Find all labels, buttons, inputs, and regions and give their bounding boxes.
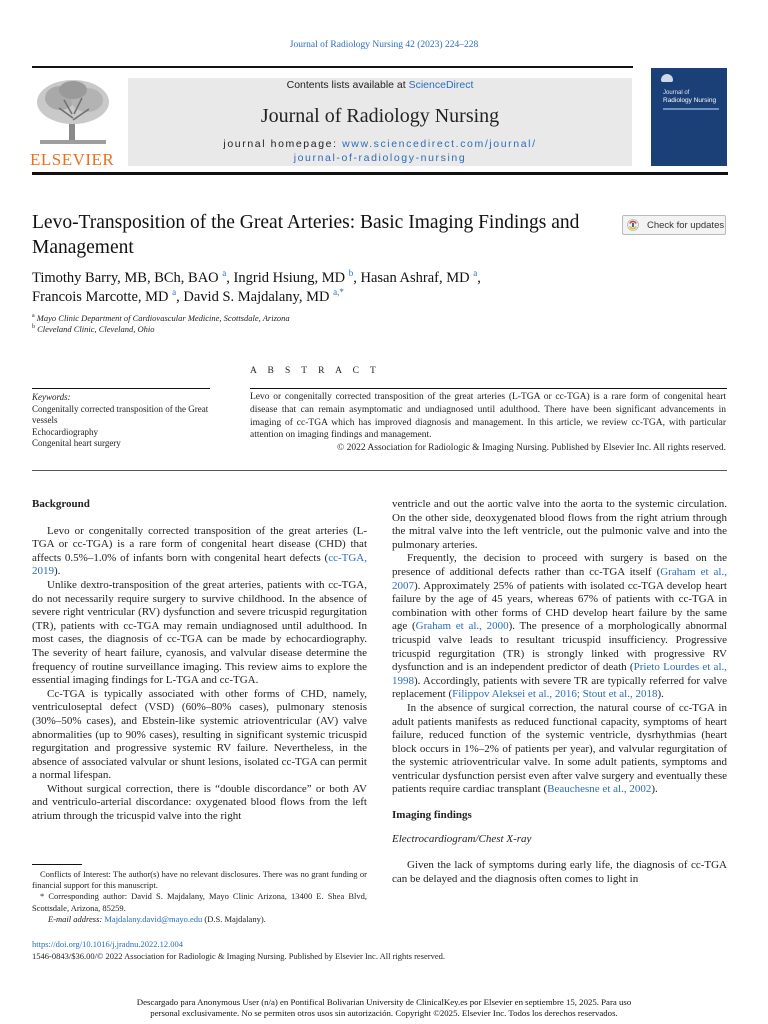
abstract-body [250, 391, 726, 455]
section-heading-imaging: Imaging findings [392, 809, 472, 822]
paragraph-text: In the absence of surgical correction, the natural course of cc-TGA in adult patients manifests as reduced functional capacity, symptoms of heart failure, reduced function of the systemic ventricle, dysrhythmias (heart block occurs in 1%–2% of patients per year), and valvular regurgitation of the systemic atrioventricular valve. In some adult patients, symptoms and ventricular dysfunction persist even after valve surgery and eventually these patients require cardiac transplant ( [392, 701, 727, 796]
reference-link[interactable]: Beauchesne et al., 2002 [547, 783, 652, 796]
affiliation-b-marker: b [32, 324, 35, 331]
paragraph-text: ). [651, 783, 658, 796]
footnote-email [32, 914, 367, 925]
download-notice-line2: personal exclusivamente. No se permiten otros usos sin autorización. Copyright ©2025. Elsevier Inc. Todos los derechos reservados. [150, 1008, 618, 1018]
paragraph: Without surgical correction, there is “double discordance” or both AV and ventriculo-arterial discordance: oxygenated blood flows from the left atrium through the tricuspid valve into the right [32, 782, 367, 823]
authors-line-1 [32, 269, 632, 288]
authors-line-2 [32, 288, 632, 307]
cover-title-line1: Journal of [663, 90, 690, 96]
paragraph: Cc-TGA is typically associated with other forms of CHD, namely, ventriculoseptal defect (VSD) (60%–80% cases), pulmonary stenosis (30%–50% cases), and Ebstein-like systemic atrioventricular (AV) valve abnormalities (up to 90% cases), resulting in significant systemic tricuspid regurgitation and progressive systemic RV failure. Nevertheless, in the absence of associated valvular or shunt lesions, isolated cc-TGA can permit a normal lifespan. [32, 687, 367, 782]
reference-link[interactable]: Graham et al., 2000 [415, 620, 509, 633]
paragraph: Given the lack of symptoms during early life, the diagnosis of cc-TGA can be delayed and the diagnosis often comes to light in [392, 859, 727, 885]
reference-link[interactable]: cc-TGA, 2019 [32, 551, 367, 578]
paragraph-text: ). The presence of a morphologically abnormal tricuspid valve leads to resultant tricuspid insufficiency. Progressive tricuspid regurgitation (TR) is strongly linked with progressive RV dysfunction and is an independent predictor of death ( [392, 620, 727, 674]
author-separator: , [353, 270, 361, 286]
download-notice [0, 997, 768, 1019]
affiliation-a-text: Mayo Clinic Department of Cardiovascular Medicine, Scottsdale, Arizona [34, 313, 290, 323]
abstract-rule [250, 388, 727, 389]
author-name: Timothy Barry, MB, BCh, BAO [32, 270, 223, 286]
keyword-item: Echocardiography [32, 426, 98, 437]
cover-title-line2: Radiology Nursing [663, 97, 717, 104]
keywords-block [32, 392, 217, 450]
check-updates-label: Check for updates [647, 220, 725, 231]
paragraph: Unlike dextro-transposition of the great arteries, patients with cc-TGA, do not necessarily require surgery to survive childhood. In the absence of severe right ventricular (RV) dysfunction and severe tricuspid regurgitation (TR), patients with cc-TGA may remain undiagnosed until adulthood. In most cases, the diagnosis of cc-TGA can be made by echocardiography. The severity of heart failure, cyanosis, and valvular disease determine the frequency of routine surveillance imaging. This review aims to explore the essential imaging findings for L-TGA and cc-TGA. [32, 578, 367, 687]
keyword-item: Congenitally corrected transposition of the Great vessels [32, 403, 209, 425]
abstract-bottom-rule [32, 470, 727, 471]
article-title: Levo-Transposition of the Great Arteries: Basic Imaging Findings and Management [32, 212, 580, 258]
journal-citation[interactable]: Journal of Radiology Nursing 42 (2023) 224–228 [289, 40, 479, 50]
keywords-rule [32, 388, 210, 389]
email-label: E-mail address: [48, 913, 105, 924]
reference-link[interactable]: Filippov Aleksei et al., 2016; Stout et al., 2018 [452, 688, 658, 701]
paragraph-text: ). [657, 688, 664, 701]
paragraph [392, 552, 727, 702]
affiliation-b-text: Cleveland Clinic, Cleveland, Ohio [35, 324, 155, 334]
abstract-copyright: © 2022 Association for Radiologic & Imaging Nursing. Published by Elsevier Inc. All rights reserved. [336, 443, 726, 454]
journal-homepage [128, 137, 632, 165]
author-list [32, 269, 632, 307]
paragraph-text: ). [54, 565, 61, 578]
author-name: Hasan Ashraf, MD [360, 270, 474, 286]
author-name: David S. Majdalany, MD [183, 289, 334, 305]
affiliation-a-marker: a [32, 313, 35, 320]
cover-emblem-icon [661, 74, 673, 82]
journal-cover-thumbnail[interactable] [651, 68, 727, 166]
author-affiliation-marker[interactable]: a [473, 268, 478, 279]
author-affiliation-marker[interactable]: b [348, 268, 354, 279]
header-top-rule [32, 66, 633, 68]
footnote-conflicts: Conflicts of Interest: The author(s) have no relevant disclosures. There was no grant funding or financial support for this manuscript. [32, 869, 367, 891]
doi-link[interactable]: https://doi.org/10.1016/j.jradnu.2022.12.004 [32, 939, 183, 949]
subsection-heading-ecg: Electrocardiogram/Chest X-ray [392, 832, 532, 845]
reference-link[interactable]: Prieto Lourdes et al., 1998 [392, 661, 727, 687]
cover-divider [663, 108, 719, 110]
contents-line [128, 79, 632, 91]
affiliation-b [32, 324, 154, 334]
paragraph-text: Frequently, the decision to proceed with surgery is based on the presence of additional defects rather than cc-TGA itself ( [392, 552, 727, 578]
author-affiliation-marker[interactable]: a [222, 268, 227, 279]
author-affiliation-marker[interactable]: a,* [333, 287, 344, 298]
elsevier-tree-icon [34, 78, 112, 148]
download-notice-line1: Descargado para Anonymous User (n/a) en Pontifical Bolivarian University de ClinicalKey.es por Elsevier en septiembre 15, 2025. Para uso [136, 997, 632, 1007]
author-separator: , [226, 270, 234, 286]
email-suffix: (D.S. Majdalany). [202, 913, 266, 924]
elsevier-wordmark: ELSEVIER [30, 150, 115, 169]
homepage-prefix: journal homepage: [223, 138, 343, 150]
paragraph [392, 702, 727, 797]
journal-name: Journal of Radiology Nursing [260, 105, 500, 127]
abstract-heading: A B S T R A C T [250, 366, 381, 376]
homepage-link-line1[interactable]: www.sciencedirect.com/journal/ [342, 138, 537, 150]
check-updates-icon [627, 219, 639, 231]
check-for-updates-button[interactable] [622, 215, 726, 235]
paragraph-text: Levo or congenitally corrected transposition of the great arteries (L-TGA or cc-TGA) is a rare form of congenital heart disease (CHD) that affects 0.5%–1.0% of infants born with congenital heart defects ( [32, 524, 367, 564]
issn-line: 1546-0843/$36.00/© 2022 Association for Radiologic & Imaging Nursing. Published by Elsevier Inc. All rights reserved. [32, 951, 445, 961]
elsevier-logo [30, 78, 114, 168]
body-column-left [32, 498, 367, 824]
author-separator: , [176, 289, 184, 305]
body-column-right [392, 498, 727, 886]
header-bottom-rule [32, 172, 728, 175]
footnote-corresponding: * Corresponding author: David S. Majdalany, Mayo Clinic Arizona, 13400 E. Shea Blvd, Scottsdale, Arizona, 85259. [32, 891, 367, 913]
section-heading-background: Background [32, 498, 90, 510]
paragraph-text: ). Accordingly, patients with severe TR are typically referred for valve replacement ( [392, 674, 727, 701]
paragraph: ventricle and out the aortic valve into the aorta to the systemic circulation. On the other side, deoxygenated blood flows from the right atrium through the mitral valve into the left ventricle, out the pulmonic valve and into the pulmonary arteries. [392, 498, 727, 551]
email-link[interactable]: Majdalany.david@mayo.edu [104, 913, 203, 924]
keywords-heading: Keywords: [32, 392, 71, 402]
author-name: Francois Marcotte, MD [32, 289, 173, 305]
footnote-rule [32, 864, 82, 865]
reference-link[interactable]: Graham et al., 2007 [392, 565, 727, 592]
keyword-item: Congenital heart surgery [32, 438, 121, 448]
homepage-link-line2[interactable]: journal-of-radiology-nursing [293, 152, 467, 164]
footnotes [32, 869, 367, 925]
contents-prefix: Contents lists available at [286, 79, 409, 91]
affiliation-a [32, 313, 290, 323]
paragraph [32, 525, 367, 579]
author-affiliation-marker[interactable]: a [172, 287, 177, 298]
author-separator: , [477, 270, 481, 286]
abstract-paragraph: Levo or congenitally corrected transposition of the great arteries (L-TGA or cc-TGA) is a rare form of congenital heart disease that can remain asymptomatic and undiagnosed until adulthood. There have been significant advancements in imaging of cc-TGA which has improved diagnosis and management. In this article, we review cc-TGA, with particular attention on imaging findings and management. [250, 392, 726, 441]
author-name: Ingrid Hsiung, MD [233, 270, 349, 286]
paragraph-text: ). Approximately 25% of patients with isolated cc-TGA develop heart failure by the age of 45 years, whereas 67% of patients with cc-TGA in combination with other forms of CHD develop heart failure by the same age ( [392, 579, 727, 633]
sciencedirect-link[interactable]: ScienceDirect [408, 79, 474, 91]
